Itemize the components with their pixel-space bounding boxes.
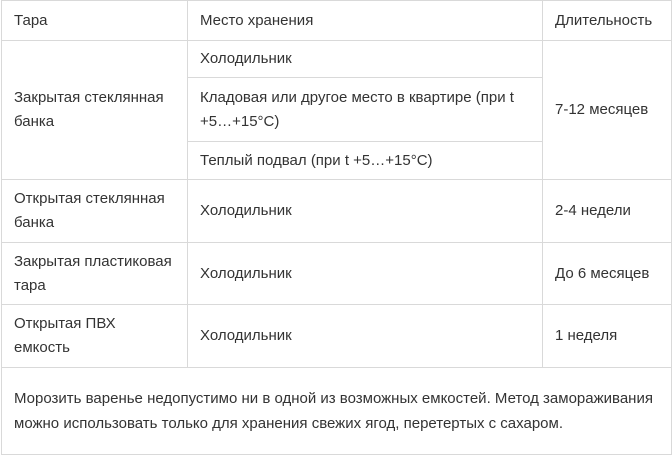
header-container: Тара [2, 1, 188, 41]
cell-duration-open-glass: 2-4 недели [543, 180, 672, 243]
table-note-row [2, 368, 672, 455]
cell-place-open-pvc: Холодильник [188, 305, 543, 368]
table-row [2, 180, 672, 243]
cell-duration-closed-glass: 7-12 месяцев [543, 41, 672, 180]
cell-container-open-pvc: Открытая ПВХ емкость [2, 305, 188, 368]
cell-place-fridge: Холодильник [188, 41, 543, 78]
cell-container-closed-glass: Закрытая стеклянная банка [2, 41, 188, 180]
cell-place-open-glass: Холодильник [188, 180, 543, 243]
cell-place-cellar: Теплый подвал (при t +5…+15°C) [188, 142, 543, 180]
table-header-row [2, 1, 672, 41]
cell-container-closed-plastic: Закрытая пластиковая тара [2, 243, 188, 305]
cell-place-pantry: Кладовая или другое место в квартире (при t +5…+15°C) [188, 78, 543, 142]
cell-duration-open-pvc: 1 неделя [543, 305, 672, 368]
cell-place-closed-plastic: Холодильник [188, 243, 543, 305]
cell-container-open-glass: Открытая стеклянная банка [2, 180, 188, 243]
table-note: Морозить варенье недопустимо ни в одной из возможных емкостей. Метод замораживания можно использовать только для хранения свежих ягод, перетертых с сахаром. [2, 368, 672, 455]
table-row [2, 41, 672, 78]
table-row [2, 243, 672, 305]
cell-duration-closed-plastic: До 6 месяцев [543, 243, 672, 305]
storage-table [1, 0, 672, 455]
header-storage-place: Место хранения [188, 1, 543, 41]
table-row [2, 305, 672, 368]
header-duration: Длительность [543, 1, 672, 41]
